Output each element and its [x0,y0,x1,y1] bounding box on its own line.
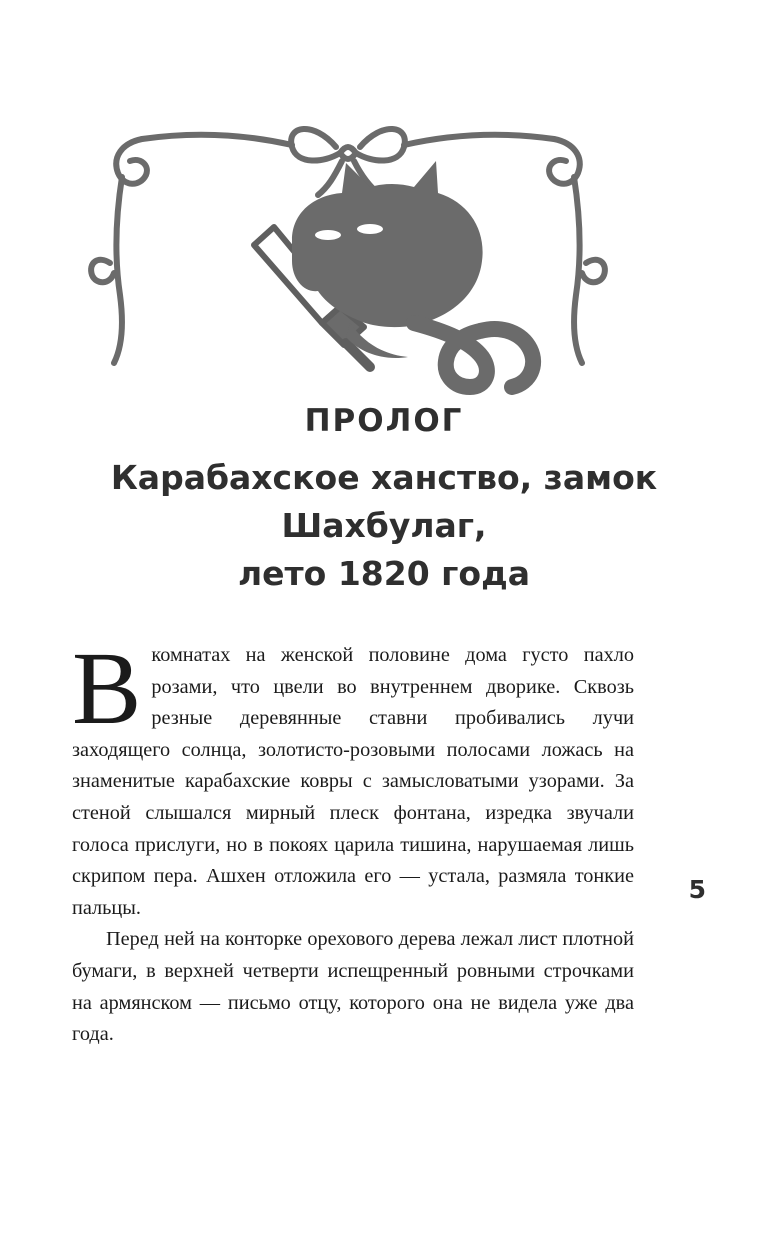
chapter-title-line-1: Карабахское ханство, замок Шахбулаг, [110,458,658,545]
page-title [70,454,698,598]
paragraph-1 [72,631,634,924]
paragraph-1-text: комнатах на женской половине дома густо пахло розами, что цвели во внутреннем дворике. Сквозь резные деревянные ставни пробивались лучи заходящего солнца, золотисто-розовыми полосами ложась на знаменитые карабахские ковры с замысловатыми узорами. За стеной слышался мирный плеск фонтана, изредка звучали голоса прислуги, но в покоях царила тишина, нарушаемая лишь скрипом пера. Ашхен отложила его — устала, размяла тонкие пальцы. [72,644,634,919]
bow-ribbon-tail-left [318,161,342,195]
paragraph-2: Перед ней на конторке орехового дерева лежал лист плотной бумаги, в верхней четверти испещренный ровными строчками на армянском — письмо отцу, которого она не видела уже два года. [72,928,634,1046]
page-number: 5 [688,875,706,904]
bow-ribbon-knot [340,147,356,159]
frame-top-left-rail [142,135,292,145]
bow-ribbon-left-loop [291,129,340,161]
frame-left-vertical [114,177,122,363]
body-text [72,631,634,1051]
frame-left-knot [91,260,114,282]
chapter-title-line-2: лето 1820 года [237,553,530,593]
prologue-label: ПРОЛОГ [304,403,464,439]
frame-right-vertical [574,177,582,363]
frame-right-knot [582,260,605,282]
frame-top-right-rail [404,135,554,145]
chapter-heading [70,404,698,598]
chapter-illustration [78,95,638,395]
cat-silhouette [292,161,533,387]
bow-ribbon-right-loop [356,129,405,161]
drop-cap: В [72,631,142,746]
